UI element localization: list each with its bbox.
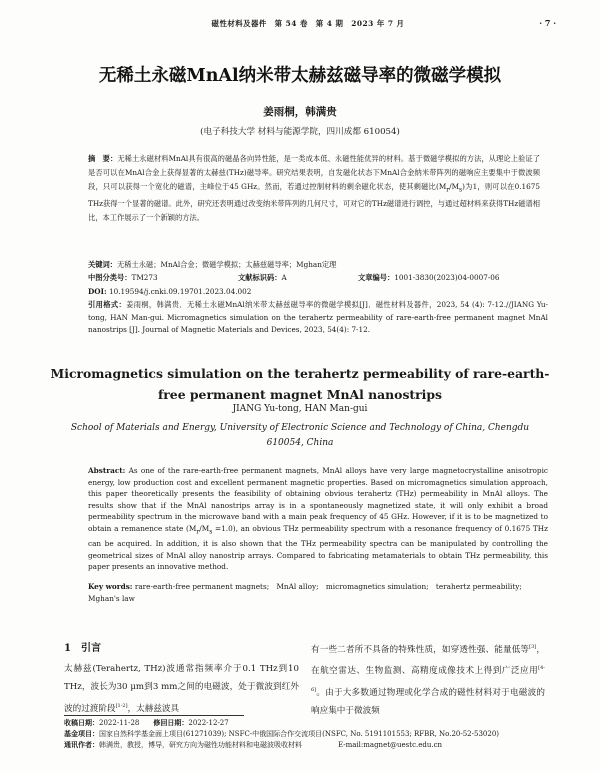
english-abstract	[88, 465, 548, 573]
chinese-keywords	[88, 259, 548, 271]
english-title: Micromagnetics simulation on the terahertz permeability of rare-earth-free permanent magnet MnAl nanostrips	[50, 366, 550, 402]
chinese-abstract	[88, 152, 540, 225]
english-abstract-label: Abstract:	[88, 466, 126, 475]
clc-value: TM273	[131, 273, 158, 282]
article-number-field	[358, 272, 500, 284]
received-value: 2022-11-28	[99, 719, 140, 727]
english-abstract-text-end: =1.0), an obvious THz permeability spectrum with a resonance frequency of 0.1675 THz can be acquired. In addition, it is also shown that the THz permeability spectra can be manipulated by controlling the geometrical sizes of MnAl alloy nanostrip arrays. Compared to fabricating metamaterials to obtain THz permeability, this paper presents an innovative method.	[88, 523, 548, 572]
email-value[interactable]: magnet@uestc.edu.cn	[363, 740, 443, 749]
chinese-abstract-label: 摘 要：	[88, 154, 118, 163]
chinese-abstract-sub-s: s	[459, 186, 463, 194]
ref-4-6: [4-6]	[311, 665, 545, 693]
article-number-label: 文章编号：	[358, 273, 395, 282]
page-header	[60, 18, 556, 32]
english-abstract-text: As one of the rare-earth-free permanent magnets, MnAl alloys have very large magnetocrystalline anisotropic energy, low production cost and excellent permanent magnetic properties. Based on micromagnetics simulation approach, this paper theoretically presents the feasibility of obtaining obvious terahertz (THz) permeability in MnAl alloys. The results show that if the MnAl nanostrips array is in a spontaneously magnetized state, it will only exhibit a broad permeability spectrum in the microwave band with a main peak frequency of 45 GHz. However, if it is to be magnetized to obtain a remanence state (M	[88, 466, 548, 533]
english-abstract-sub-r: r	[196, 528, 200, 536]
chinese-keywords-label: 关键词：	[88, 260, 118, 269]
classification-line	[88, 272, 548, 284]
english-keywords-label: Key words:	[88, 582, 133, 591]
footnote-fund	[64, 729, 546, 740]
corresponding-author-value: 韩满贵，教授，博导，研究方向为磁性功能材料和电磁波吸收材料	[99, 740, 302, 749]
english-keywords	[88, 581, 548, 604]
page-number: · 7 ·	[539, 18, 556, 28]
chinese-authors: 姜雨桐，韩满贵	[263, 106, 337, 118]
journal-running-head: 磁性材料及器件 第 54 卷 第 4 期 2023 年 7 月	[211, 19, 405, 28]
chinese-abstract-text-mid: /M	[449, 182, 460, 191]
english-abstract-text-mid: /M	[199, 523, 210, 533]
chinese-abstract-sub-r: r	[446, 186, 450, 194]
revised-label: 修回日期：	[153, 718, 189, 727]
intro-right-column	[311, 638, 545, 720]
intro-left-text-b: ，太赫兹波具	[127, 703, 180, 714]
english-keywords-text: rare-earth-free permanent magnets; MnAl alloy; micromagnetics simulation; terahertz permeability; Mghan's law	[88, 582, 522, 603]
corresponding-author-label: 通讯作者：	[64, 739, 99, 749]
doc-code-field	[238, 272, 358, 284]
doc-code-value: A	[281, 273, 287, 282]
chinese-abstract-text: 无稀土永磁材料MnAl具有很高的磁晶各向异性能，是一类成本低、永磁性能优异的材料。基于微磁学模拟的方法，从理论上验证了是否可以在MnAl合金上获得显著的太赫兹(THz)磁导率。研究结果表明，自发磁化状态下MnAl合金纳米带阵列的磁响应主要集中于微波频段，只可以获得一个宽化的磁谱，主峰位于45 GHz。然而，若通过控制材料的剩余磁化状态，使其剩磁比(M	[88, 154, 540, 191]
chinese-affiliation: (电子科技大学 材料与能源学院，四川成都 610054)	[200, 127, 400, 137]
email-label: E-mail:	[338, 740, 364, 749]
intro-left-text-a: 太赫兹(Terahertz, THz)波通常指频率介于0.1 THz到10 THz，波长为30 μm到3 mm之间的电磁波，处于微波到红外波的过渡阶段	[64, 664, 299, 714]
english-affiliation: School of Materials and Energy, University of Electronic Science and Technology of China, Chengdu 610054, China	[70, 423, 530, 448]
intro-right-text-a: 有一些二者所不具备的特殊性质，如穿透性强、能量低等	[311, 644, 530, 655]
section-1-heading: 1 引言	[64, 643, 101, 654]
chinese-title: 无稀土永磁MnAl纳米带太赫兹磁导率的微磁学模拟	[98, 66, 502, 86]
footnote-divider	[64, 715, 244, 716]
doi-label: DOI:	[88, 287, 107, 296]
doc-code-label: 文献标识码：	[238, 273, 282, 282]
footnote-dates	[64, 718, 546, 729]
chinese-abstract-text-end: )为1，则可以在0.1675 THz获得一个显著的磁谱。此外，研究还表明通过改变纳米带阵列的几何尺寸，可对它的THz磁谱进行调控，与通过超材料来获得THz磁谱相比，本工作展示了一个新颖的方法。	[88, 182, 540, 223]
english-authors: JIANG Yu-tong, HAN Man-gui	[232, 404, 368, 414]
clc-label: 中图分类号：	[88, 273, 132, 282]
intro-left-column	[64, 660, 299, 718]
article-number-value: 1001-3830(2023)04-0007-06	[394, 273, 500, 282]
citation-format	[88, 299, 548, 337]
english-abstract-sub-s: s	[209, 528, 213, 536]
ref-3: [3]	[529, 644, 537, 650]
chinese-keywords-text: 无稀土永磁；MnAl合金；微磁学模拟；太赫兹磁导率；Mghan定理	[117, 260, 337, 269]
doi-line	[88, 286, 548, 298]
fund-value: 国家自然科学基金面上项目(61271039); NSFC-中俄国际合作交流项目(NSFC, No. 5191101553; RFBR, No.20-52-53020)	[99, 729, 500, 738]
citation-text: 姜雨桐，韩满贵．无稀土永磁MnAl纳米带太赫兹磁导率的微磁学模拟[J]．磁性材料及器件，2023, 54 (4): 7-12.//JIANG Yu-tong, HAN Man-gui. Micromagnetics simulation on the terahertz permeability of rare-earth-free permanent magnet MnAl nanostrips [J]. Journal of Magnetic Materials and Devices, 2023, 54(4): 7-12.	[88, 300, 548, 335]
footnote-author	[64, 740, 546, 751]
intro-right-text-b: ，在航空雷达、生物监测、高精度成像技术上得到广泛应用	[311, 644, 545, 677]
clc-field	[88, 272, 238, 284]
footnotes	[64, 718, 546, 750]
fund-label: 基金项目：	[64, 728, 99, 738]
citation-label: 引用格式：	[88, 300, 127, 309]
doi-value: 10.19594/j.cnki.09.19701.2023.04.002	[108, 287, 252, 296]
received-label: 收稿日期：	[64, 718, 99, 727]
revised-value: 2022-12-27	[188, 719, 229, 727]
intro-right-text-c: 。由于大多数通过物理或化学合成的磁性材料对于电磁波的响应集中于微波频	[311, 687, 545, 716]
ref-1-2: [1-2]	[115, 702, 128, 709]
